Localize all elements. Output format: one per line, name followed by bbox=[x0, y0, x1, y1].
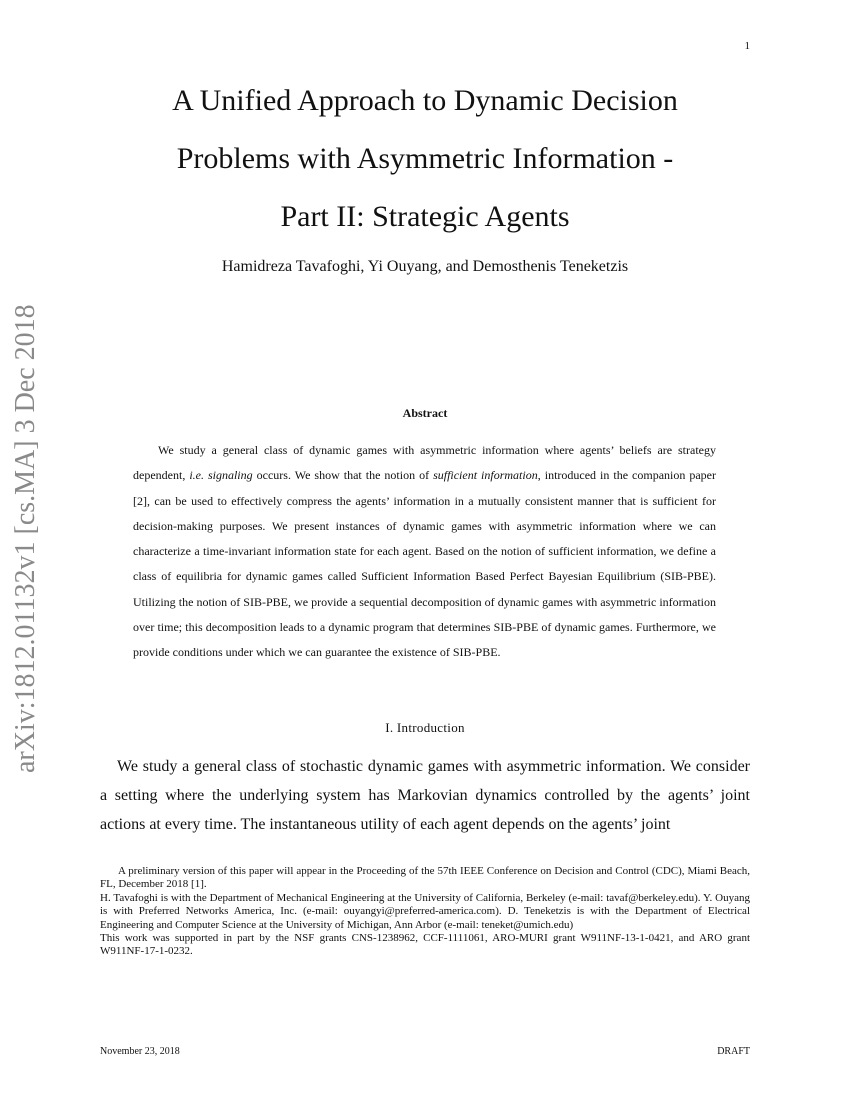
footer-draft-label: DRAFT bbox=[717, 1046, 750, 1057]
footnote: This work was supported in part by the NSF grants CNS-1238962, CCF-1111061, ARO-MURI grant W911NF-13-1-0421, and ARO grant W911NF-17-1-0232. bbox=[100, 932, 750, 958]
introduction-text: We study a general class of stochastic dynamic games with asymmetric information. We consider a setting where the underlying system has Markovian dynamics controlled by the agents’ joint actions at every time. The instantaneous utility of each agent depends on the agents’ joint bbox=[100, 758, 750, 833]
title-line: Part II: Strategic Agents bbox=[280, 200, 570, 233]
footer-date: November 23, 2018 bbox=[100, 1046, 180, 1057]
abstract-emphasis-ie: i.e. signaling bbox=[189, 468, 253, 483]
title-line: Problems with Asymmetric Information - bbox=[176, 142, 674, 175]
abstract-text: , introduced in the companion paper [2], can be used to effectively compress the agents’ information in a mutually consistent manner that is sufficient for decision-making purposes. We present instances of dynamic games with asymmetric information where we can characterize a time-invariant information state for each agent. Based on the notion of sufficient information, we define a class of equilibria for dynamic games called Sufficient Information Based Perfect Bayesian Equilibrium (SIB-PBE). Utilizing the notion of SIB-PBE, we provide a sequential decomposition of dynamic games with asymmetric information over time; this decomposition leads to a dynamic program that determines SIB-PBE of dynamic games. Furthermore, we provide conditions under which we can guarantee the existence of SIB-PBE. bbox=[133, 468, 716, 660]
title-line: A Unified Approach to Dynamic Decision bbox=[172, 84, 678, 117]
abstract-text: We study a general class of dynamic games with asymmetric information where agents’ beliefs are strategy dependent, bbox=[133, 443, 716, 483]
footnote bbox=[100, 865, 750, 892]
footnotes bbox=[100, 865, 750, 959]
section-heading-introduction: I. Introduction bbox=[385, 720, 465, 735]
paper-title bbox=[100, 72, 750, 246]
page-number: 1 bbox=[744, 40, 750, 52]
abstract-heading: Abstract bbox=[402, 406, 448, 420]
footnote: H. Tavafoghi is with the Department of Mechanical Engineering at the University of California, Berkeley (e-mail: tavaf@berkeley.edu). Y. Ouyang is with Preferred Networks America, Inc. (e-mail: ouyangyi@preferred-america.com). D. Teneketzis is with the Department of Electrical Engineering and Computer Science at the University of Michigan, Ann Arbor (e-mail: teneket@umich.edu) bbox=[100, 891, 750, 931]
abstract-emphasis-sufficient: sufficient information bbox=[433, 468, 538, 483]
introduction-paragraph bbox=[100, 752, 750, 839]
author-list: Hamidreza Tavafoghi, Yi Ouyang, and Demosthenis Teneketzis bbox=[221, 258, 629, 275]
footnote-text: A preliminary version of this paper will appear in the Proceeding of the 57th IEEE Conference on Decision and Control (CDC), Miami Beach, FL, December 2018 [1]. bbox=[100, 865, 750, 891]
abstract-text: occurs. We show that the notion of bbox=[252, 468, 434, 483]
arxiv-stamp: arXiv:1812.01132v1 [cs.MA] 3 Dec 2018 bbox=[10, 304, 41, 773]
abstract-body bbox=[133, 438, 716, 666]
